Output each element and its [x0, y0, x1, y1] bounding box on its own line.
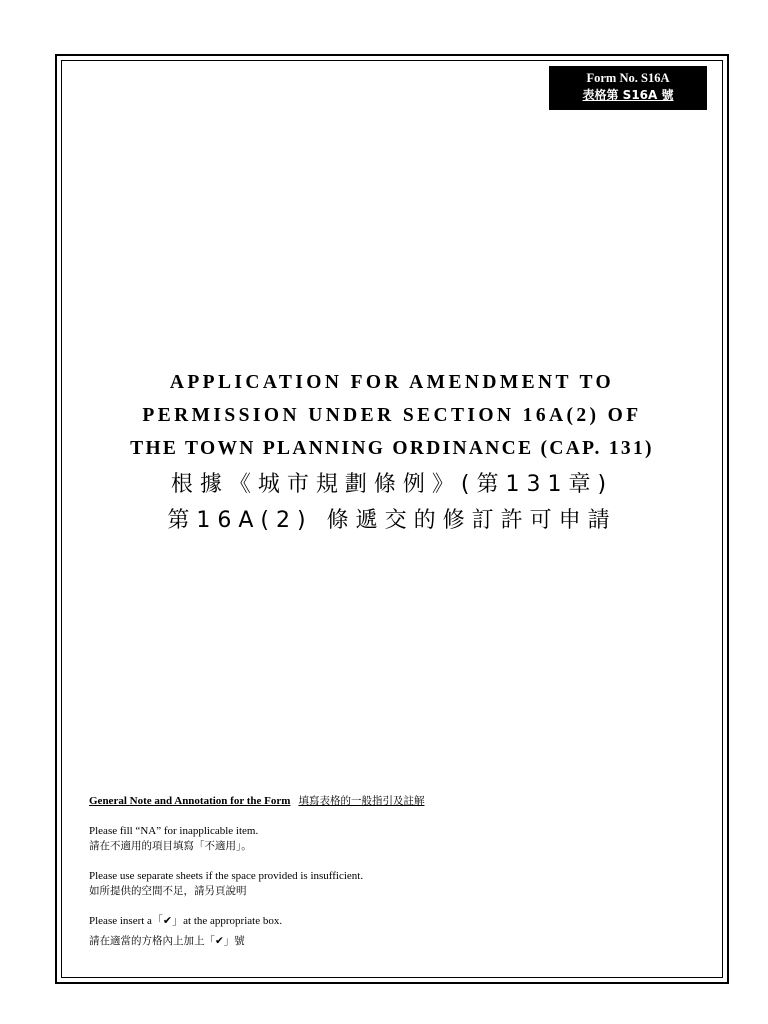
form-number-badge — [549, 66, 707, 110]
title-en-line-1: APPLICATION FOR AMENDMENT TO — [169, 372, 615, 393]
note-item-en: Please insert a「✔」at the appropriate box. — [89, 915, 283, 927]
note-item — [89, 869, 709, 898]
title-zh-line-1: 根據《城市規劃條例》(第131章) — [170, 472, 614, 497]
form-number-zh: 表格第 S16A 號 — [582, 88, 674, 102]
general-notes — [89, 794, 709, 964]
form-number-en: Form No. S16A — [586, 71, 670, 85]
title-zh-line-2: 第16A(2) 條遞交的修訂許可申請 — [167, 508, 617, 533]
note-item — [89, 824, 709, 853]
note-item-en: Please use separate sheets if the space provided is insufficient. — [89, 870, 364, 882]
note-item-zh: 請在適當的方格內上加上「✔」號 — [89, 935, 245, 947]
note-item — [89, 914, 709, 948]
notes-heading-zh: 填寫表格的一般指引及註解 — [298, 795, 425, 807]
note-item-en: Please fill “NA” for inapplicable item. — [89, 825, 259, 837]
notes-heading-en: General Note and Annotation for the Form — [89, 795, 291, 807]
notes-heading — [89, 794, 709, 808]
note-item-zh: 如所提供的空間不足，請另頁說明 — [89, 885, 247, 897]
note-item-zh: 請在不適用的項目填寫「不適用」。 — [89, 840, 252, 852]
form-title — [61, 366, 723, 539]
title-en-line-2: PERMISSION UNDER SECTION 16A(2) OF — [142, 405, 642, 426]
title-en-line-3: THE TOWN PLANNING ORDINANCE (CAP. 131) — [130, 438, 654, 459]
